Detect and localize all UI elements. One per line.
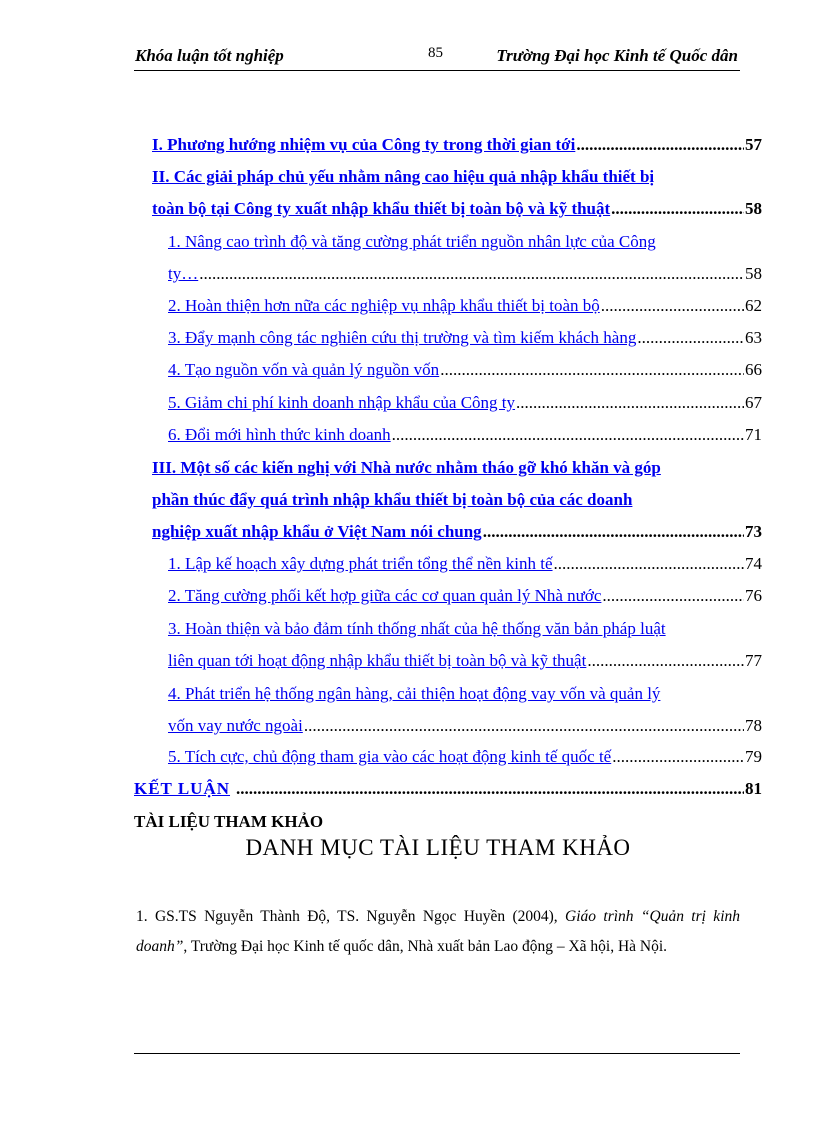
toc-entry-2-4[interactable]	[168, 359, 762, 381]
toc-page-number: 71	[745, 425, 762, 444]
toc-entry-2-1a[interactable]	[168, 231, 762, 253]
toc-entry-2a[interactable]	[152, 166, 762, 188]
toc-entry-3-4a[interactable]	[168, 683, 762, 705]
toc-entry-text[interactable]: 6. Đổi mới hình thức kinh doanh	[168, 425, 391, 444]
toc-entry-3c[interactable]	[152, 521, 762, 543]
toc-entry-3-5[interactable]	[168, 746, 762, 768]
toc-entry-3a[interactable]	[152, 457, 762, 479]
toc-page-number: 78	[745, 716, 762, 735]
toc-entry-3-3b[interactable]	[168, 650, 762, 672]
page-header	[134, 44, 740, 71]
header-page-number: 85	[428, 45, 443, 61]
toc-page-number: 57	[745, 135, 762, 154]
header-university: Trường Đại học Kinh tế Quốc dân	[496, 46, 738, 65]
toc-entry-1[interactable]	[152, 134, 762, 156]
toc-page-number: 67	[745, 393, 762, 412]
toc-entry-3-1[interactable]	[168, 553, 762, 575]
toc-page-number: 73	[745, 522, 762, 541]
toc-entry-2-3[interactable]	[168, 327, 762, 349]
references-section-label: TÀI LIỆU THAM KHẢO	[134, 812, 324, 831]
toc-entry-text[interactable]: 4. Phát triển hệ thống ngân hàng, cải thiện hoạt động vay vốn và quản lý	[168, 684, 661, 703]
reference-authors: 1. GS.TS Nguyễn Thành Độ, TS. Nguyễn Ngọc Huyền (2004),	[136, 908, 566, 925]
toc-page-number: 74	[745, 554, 762, 573]
toc-entry-3b[interactable]	[152, 489, 762, 511]
toc-page-number: 79	[745, 747, 762, 766]
toc-page-number: 81	[745, 779, 762, 798]
toc-entry-text[interactable]: I. Phương hướng nhiệm vụ của Công ty trong thời gian tới	[152, 135, 576, 154]
toc-entry-text[interactable]: 1. Nâng cao trình độ và tăng cường phát triển nguồn nhân lực của Công	[168, 232, 656, 251]
toc-entry-text[interactable]: 3. Đẩy mạnh công tác nghiên cứu thị trường và tìm kiếm khách hàng	[168, 328, 637, 347]
reference-title: Giáo trình “Quản trị kinh doanh”	[136, 908, 740, 955]
footnote-divider	[134, 1053, 740, 1054]
toc-entry-text[interactable]: 2. Hoàn thiện hơn nữa các nghiệp vụ nhập khẩu thiết bị toàn bộ	[168, 296, 600, 315]
toc-entry-3-2[interactable]	[168, 585, 762, 607]
toc-entry-3-4b[interactable]	[168, 715, 762, 737]
toc-entry-text[interactable]: phần thúc đẩy quá trình nhập khẩu thiết bị toàn bộ của các doanh	[152, 490, 633, 509]
toc-entry-2b[interactable]	[152, 198, 762, 220]
toc-entry-3-3a[interactable]	[168, 618, 762, 640]
toc-page-number: 66	[745, 360, 762, 379]
reference-publisher: , Trường Đại học Kinh tế quốc dân, Nhà xuất bản Lao động – Xã hội, Hà Nội.	[183, 938, 668, 955]
toc-entry-2-5[interactable]	[168, 392, 762, 414]
toc-page-number: 62	[745, 296, 762, 315]
toc-page-number: 76	[745, 586, 762, 605]
toc-entry-text[interactable]: nghiệp xuất nhập khẩu ở Việt Nam nói chung	[152, 522, 482, 541]
toc-entry-text[interactable]: II. Các giải pháp chủ yếu nhằm nâng cao hiệu quả nhập khẩu thiết bị	[152, 167, 655, 186]
toc-entry-2-1b[interactable]	[168, 263, 762, 285]
toc-entry-text[interactable]: toàn bộ tại Công ty xuất nhập khẩu thiết bị toàn bộ và kỹ thuật	[152, 199, 611, 218]
toc-entry-text[interactable]: liên quan tới hoạt động nhập khẩu thiết bị toàn bộ và kỹ thuật	[168, 651, 587, 670]
header-thesis-label: Khóa luận tốt nghiệp	[135, 46, 284, 65]
reference-item	[136, 902, 740, 962]
toc-entry-text[interactable]: 4. Tạo nguồn vốn và quản lý nguồn vốn	[168, 360, 440, 379]
toc-page-number: 58	[745, 199, 762, 218]
toc-entry-text[interactable]: III. Một số các kiến nghị với Nhà nước nhằm tháo gỡ khó khăn và góp	[152, 458, 661, 477]
toc-entry-text[interactable]: 5. Giảm chi phí kinh doanh nhập khẩu của Công ty	[168, 393, 516, 412]
references-heading: DANH MỤC TÀI LIỆU THAM KHẢO	[245, 835, 631, 860]
toc-entry-conclusion[interactable]	[134, 778, 762, 800]
toc-entry-text[interactable]: KẾT LUẬN	[134, 779, 231, 798]
toc-entry-text[interactable]: ty…	[168, 264, 199, 283]
toc-entry-2-2[interactable]	[168, 295, 762, 317]
toc-entry-text[interactable]: 2. Tăng cường phối kết hợp giữa các cơ quan quản lý Nhà nước	[168, 586, 602, 605]
toc-page-number: 77	[745, 651, 762, 670]
toc-entry-text[interactable]: 5. Tích cực, chủ động tham gia vào các hoạt động kinh tế quốc tế	[168, 747, 612, 766]
toc-page-number: 58	[745, 264, 762, 283]
toc-entry-text[interactable]: 1. Lập kế hoạch xây dựng phát triển tổng thể nền kinh tế	[168, 554, 553, 573]
toc-entry-text[interactable]: vốn vay nước ngoài	[168, 716, 303, 735]
toc-entry-2-6[interactable]	[168, 424, 762, 446]
toc-entry-text[interactable]: 3. Hoàn thiện và bảo đảm tính thống nhất của hệ thống văn bản pháp luật	[168, 619, 666, 638]
toc-page-number: 63	[745, 328, 762, 347]
